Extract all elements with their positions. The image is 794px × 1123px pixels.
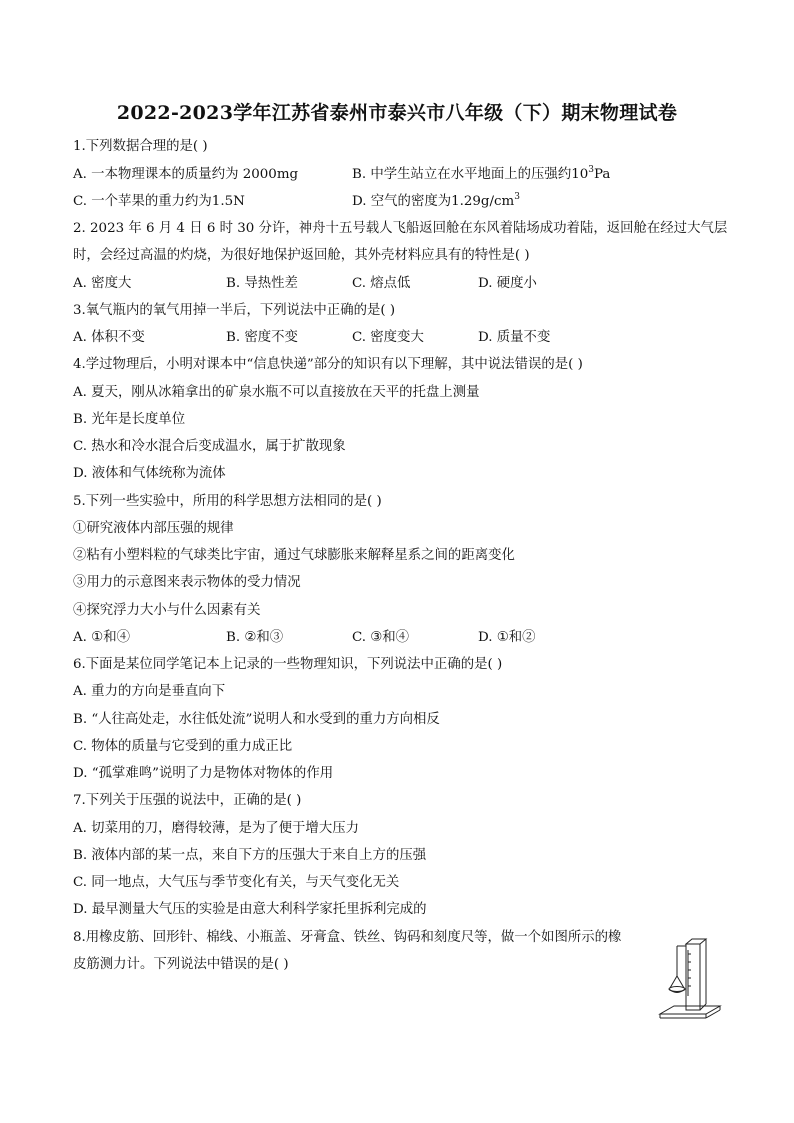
q4-stem: 4.学过物理后，小明对课本中“信息快递”部分的知识有以下理解，其中说法错误的是( ) [73, 357, 583, 372]
q5-stem: 5.下列一些实验中，所用的科学思想方法相同的是( ) [73, 494, 382, 509]
q8-stem-line1: 8.用橡皮筋、回形针、棉线、小瓶盖、牙膏盒、铁丝、钩码和刻度尺等，做一个如图所示的橡 [73, 930, 622, 945]
q1-option-b: B. 中学生站立在水平地面上的压强约$10^3Pa$ [352, 165, 611, 182]
q2-stem-line2: 时，会经过高温的灼烧，为很好地保护返回舱，其外壳材料应具有的特性是( ) [73, 248, 530, 263]
q7-stem: 7.下列关于压强的说法中，正确的是( ) [73, 793, 302, 808]
q6-option-b: B. “人往高处走，水往低处流”说明人和水受到的重力方向相反 [73, 712, 440, 727]
q7-option-d: D. 最早测量大气压的实验是由意大利科学家托里拆利完成的 [73, 902, 427, 917]
q2-option-a: A. 密度大 [73, 276, 132, 291]
q3-option-b: B. 密度不变 [226, 330, 298, 345]
q7-option-a: A. 切菜用的刀，磨得较薄，是为了便于增大压力 [73, 821, 359, 836]
q4-option-b: B. 光年是长度单位 [73, 412, 186, 427]
q7-option-b: B. 液体内部的某一点，来自下方的压强大于来自上方的压强 [73, 848, 427, 863]
q5-option-a: A. ①和④ [73, 630, 130, 645]
page-title: 2022-2023学年江苏省泰州市泰兴市八年级（下）期末物理试卷 [116, 102, 678, 124]
q2-option-c: C. 熔点低 [352, 276, 411, 291]
q6-option-d: D. “孤掌难鸣”说明了力是物体对物体的作用 [73, 766, 334, 781]
q3-option-c: C. 密度变大 [352, 330, 424, 345]
q2-option-b: B. 导热性差 [226, 276, 298, 291]
q4-option-a: A. 夏天，刚从冰箱拿出的矿泉水瓶不可以直接放在天平的托盘上测量 [73, 385, 480, 400]
q4-option-c: C. 热水和冷水混合后变成温水，属于扩散现象 [73, 439, 346, 454]
q2-stem-line1: 2. 2023 年 6 月 4 日 6 时 30 分许，神舟十五号载人飞船返回舱在东风着陆场成功着陆，返回舱在经过大气层 [73, 221, 728, 236]
q6-stem: 6.下面是某位同学笔记本上记录的一些物理知识，下列说法中正确的是( ) [73, 657, 503, 672]
q3-option-d: D. 质量不变 [478, 330, 551, 345]
q5-option-b: B. ②和③ [226, 630, 284, 645]
q3-stem: 3.氧气瓶内的氧气用掉一半后，下列说法中正确的是( ) [73, 303, 396, 318]
q1-option-c: C. 一个苹果的重力约为1.5N [73, 194, 245, 209]
q6-option-c: C. 物体的质量与它受到的重力成正比 [73, 739, 293, 754]
q5-item-3: ③用力的示意图来表示物体的受力情况 [73, 575, 301, 590]
q5-item-4: ④探究浮力大小与什么因素有关 [73, 603, 261, 618]
q6-option-a: A. 重力的方向是垂直向下 [73, 684, 226, 699]
q1-option-d: D. 空气的密度为$1.29g/cm^3$ [352, 192, 520, 209]
rubber-band-force-meter-figure [658, 936, 722, 1022]
q8-stem-line2: 皮筋测力计。下列说法中错误的是( ) [73, 957, 289, 972]
q3-option-a: A. 体积不变 [73, 330, 145, 345]
q5-option-c: C. ③和④ [352, 630, 410, 645]
q1-stem: 1.下列数据合理的是( ) [73, 139, 208, 154]
q2-option-d: D. 硬度小 [478, 276, 537, 291]
q1-option-a: A. 一本物理课本的质量约为 2000mg [73, 167, 299, 182]
q7-option-c: C. 同一地点，大气压与季节变化有关，与天气变化无关 [73, 875, 400, 890]
q5-option-d: D. ①和② [478, 630, 536, 645]
q4-option-d: D. 液体和气体统称为流体 [73, 466, 226, 481]
q5-item-2: ②粘有小塑料粒的气球类比宇宙，通过气球膨胀来解释星系之间的距离变化 [73, 548, 515, 563]
q5-item-1: ①研究液体内部压强的规律 [73, 521, 234, 536]
